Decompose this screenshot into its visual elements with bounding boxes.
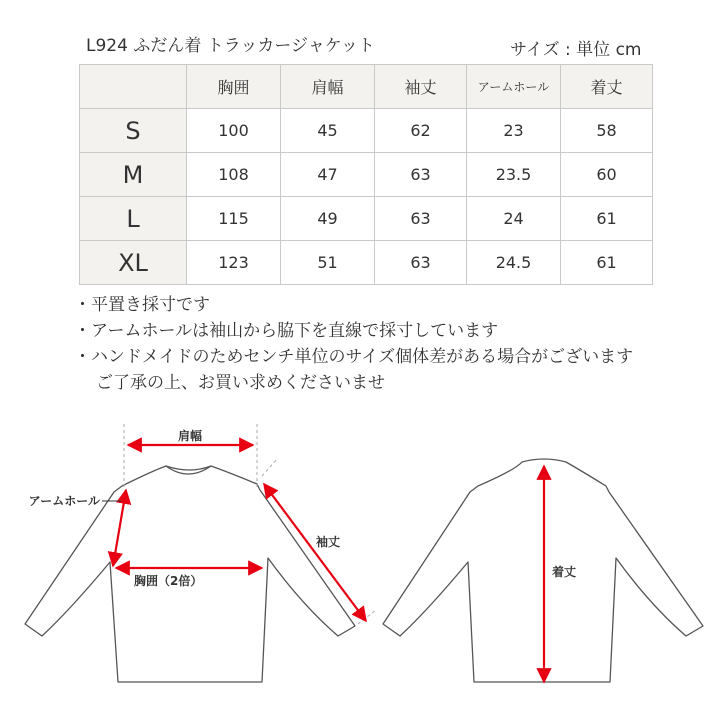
- table-cell: 63: [375, 153, 467, 197]
- shoulder-label: 肩幅: [177, 429, 203, 443]
- product-title: L924 ふだん着 トラッカージャケット: [86, 36, 375, 56]
- size-label: S: [80, 109, 187, 153]
- table-cell: 61: [561, 241, 653, 285]
- table-cell: 58: [561, 109, 653, 153]
- size-label: XL: [80, 241, 187, 285]
- header-sleeve: 袖丈: [375, 65, 467, 109]
- chest-label: 胸囲（2倍）: [134, 574, 203, 588]
- note-item: ・ハンドメイドのためセンチ単位のサイズ個体差がある場合がございます: [74, 347, 634, 367]
- header-chest: 胸囲: [187, 65, 281, 109]
- table-cell: 49: [281, 197, 375, 241]
- table-cell: 100: [187, 109, 281, 153]
- sleeve-label: 袖丈: [316, 535, 341, 549]
- table-cell: 62: [375, 109, 467, 153]
- table-cell: 51: [281, 241, 375, 285]
- note-item: ご了承の上、お買い求めくださいませ: [96, 373, 385, 393]
- table-cell: 23.5: [467, 153, 561, 197]
- length-label: 着丈: [552, 565, 577, 579]
- table-cell: 45: [281, 109, 375, 153]
- table-cell: 47: [281, 153, 375, 197]
- table-cell: 115: [187, 197, 281, 241]
- note-item: ・平置き採寸です: [74, 295, 210, 315]
- table-cell: 61: [561, 197, 653, 241]
- size-label: M: [80, 153, 187, 197]
- unit-label: サイズ : 単位 cm: [510, 40, 642, 60]
- sleeve-arrow: [264, 484, 366, 621]
- measurement-arrows: [113, 445, 544, 682]
- note-item: ・アームホールは袖山から脇下を直線で採寸しています: [74, 321, 499, 341]
- table-cell: 123: [187, 241, 281, 285]
- table-cell: 23: [467, 109, 561, 153]
- header-armhole: アームホール: [467, 65, 561, 109]
- armhole-label: アームホール: [28, 494, 100, 508]
- table-cell: 108: [187, 153, 281, 197]
- header-length: 着丈: [561, 65, 653, 109]
- table-cell: 24.5: [467, 241, 561, 285]
- guide-lines: [124, 424, 376, 624]
- size-label: L: [80, 197, 187, 241]
- table-cell: 60: [561, 153, 653, 197]
- table-cell: 63: [375, 241, 467, 285]
- header-shoulder: 肩幅: [281, 65, 375, 109]
- table-cell: 24: [467, 197, 561, 241]
- table-cell: 63: [375, 197, 467, 241]
